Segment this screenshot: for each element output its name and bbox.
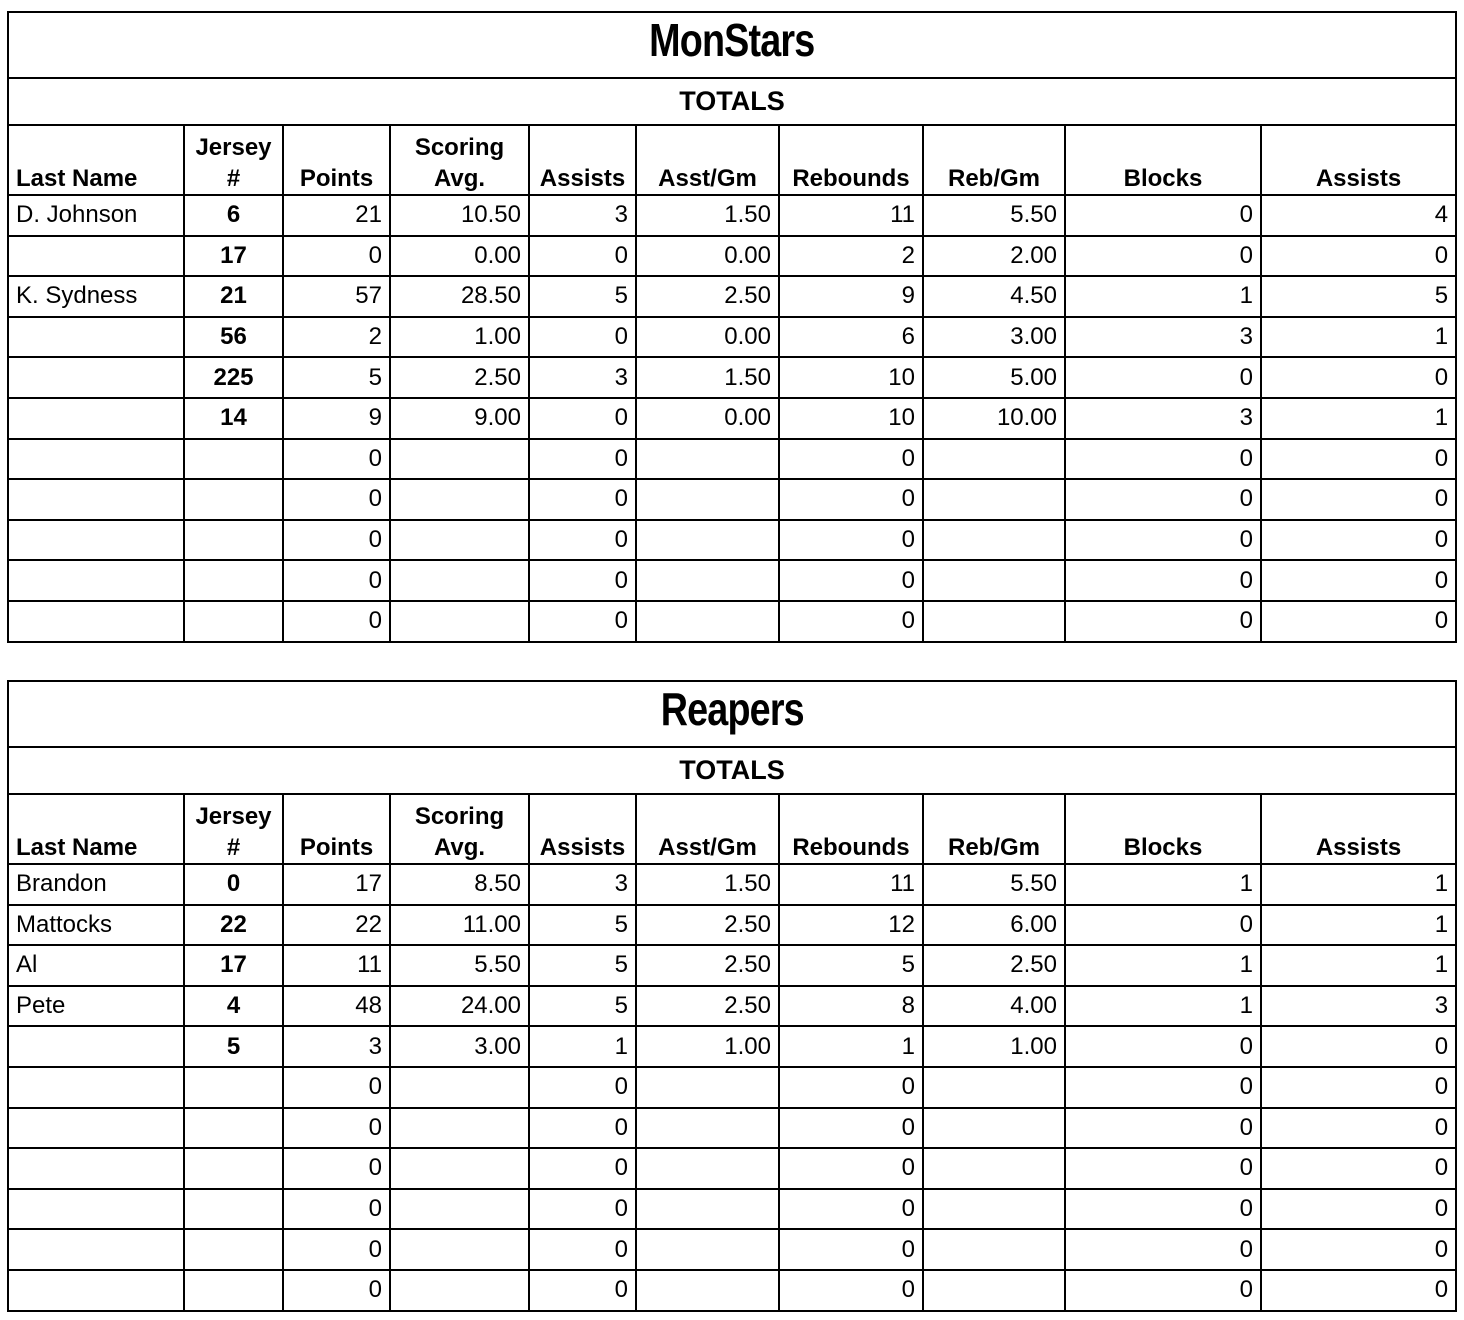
cell-reb-gm: 4.00: [923, 986, 1065, 1027]
table-row: [8, 439, 1456, 480]
cell-assists: 0: [529, 236, 636, 277]
cell-asst-gm: 2.50: [636, 276, 779, 317]
cell-scoring-avg: [390, 1108, 529, 1149]
cell-assists: 3: [529, 864, 636, 905]
cell-assists: 3: [529, 357, 636, 398]
cell-jersey: [184, 1148, 283, 1189]
cell-scoring-avg: [390, 1270, 529, 1311]
cell-reb-gm: 2.50: [923, 945, 1065, 986]
table-row: [8, 1229, 1456, 1270]
cell-points: 17: [283, 864, 390, 905]
table-row: [8, 520, 1456, 561]
table-row: [8, 560, 1456, 601]
cell-blocks: 0: [1065, 1270, 1261, 1311]
cell-assists: 0: [529, 1108, 636, 1149]
cell-blocks: 0: [1065, 1108, 1261, 1149]
cell-jersey: [184, 560, 283, 601]
cell-last-name: K. Sydness: [8, 276, 184, 317]
cell-blocks: 0: [1065, 520, 1261, 561]
cell-jersey: 17: [184, 236, 283, 277]
cell-rebounds: 9: [779, 276, 923, 317]
cell-assists: 0: [529, 439, 636, 480]
table-row: [8, 357, 1456, 398]
cell-scoring-avg: 9.00: [390, 398, 529, 439]
cell-assists-2: 0: [1261, 1270, 1456, 1311]
totals-label: TOTALS: [8, 747, 1456, 794]
cell-reb-gm: 2.00: [923, 236, 1065, 277]
cell-assists-2: 4: [1261, 195, 1456, 236]
cell-assists: 5: [529, 276, 636, 317]
cell-reb-gm: [923, 1229, 1065, 1270]
cell-asst-gm: 1.50: [636, 864, 779, 905]
cell-jersey: 21: [184, 276, 283, 317]
column-header-rebounds: Rebounds: [779, 125, 923, 195]
cell-jersey: [184, 1229, 283, 1270]
cell-blocks: 0: [1065, 1067, 1261, 1108]
cell-scoring-avg: [390, 439, 529, 480]
cell-points: 2: [283, 317, 390, 358]
cell-jersey: 6: [184, 195, 283, 236]
cell-last-name: [8, 398, 184, 439]
cell-points: 0: [283, 1229, 390, 1270]
cell-asst-gm: 1.50: [636, 357, 779, 398]
cell-rebounds: 0: [779, 1067, 923, 1108]
cell-asst-gm: 1.00: [636, 1026, 779, 1067]
cell-assists-2: 0: [1261, 1108, 1456, 1149]
column-header-jersey: Jersey #: [184, 794, 283, 864]
cell-blocks: 3: [1065, 398, 1261, 439]
cell-blocks: 1: [1065, 276, 1261, 317]
cell-assists: 1: [529, 1026, 636, 1067]
cell-points: 0: [283, 520, 390, 561]
cell-points: 57: [283, 276, 390, 317]
cell-last-name: [8, 520, 184, 561]
table-row: [8, 276, 1456, 317]
cell-reb-gm: 5.50: [923, 864, 1065, 905]
cell-jersey: 22: [184, 905, 283, 946]
table-row: [8, 945, 1456, 986]
column-header-blocks: Blocks: [1065, 794, 1261, 864]
cell-jersey: 5: [184, 1026, 283, 1067]
cell-assists-2: 0: [1261, 1067, 1456, 1108]
cell-points: 0: [283, 601, 390, 642]
cell-blocks: 0: [1065, 905, 1261, 946]
cell-blocks: 0: [1065, 1148, 1261, 1189]
cell-last-name: [8, 1229, 184, 1270]
cell-assists-2: 0: [1261, 439, 1456, 480]
cell-rebounds: 5: [779, 945, 923, 986]
cell-points: 21: [283, 195, 390, 236]
cell-last-name: [8, 601, 184, 642]
cell-rebounds: 10: [779, 357, 923, 398]
cell-scoring-avg: [390, 520, 529, 561]
cell-assists: 0: [529, 1229, 636, 1270]
cell-assists: 0: [529, 1067, 636, 1108]
column-header-assists-2: Assists: [1261, 125, 1456, 195]
cell-points: 3: [283, 1026, 390, 1067]
cell-asst-gm: [636, 1189, 779, 1230]
cell-last-name: [8, 1026, 184, 1067]
cell-jersey: [184, 601, 283, 642]
cell-assists-2: 0: [1261, 520, 1456, 561]
cell-rebounds: 0: [779, 560, 923, 601]
cell-last-name: Mattocks: [8, 905, 184, 946]
team-title-cell: [8, 12, 1456, 78]
cell-assists: 0: [529, 479, 636, 520]
column-header-scoring-avg: Scoring Avg.: [390, 125, 529, 195]
cell-assists: 0: [529, 1148, 636, 1189]
cell-blocks: 0: [1065, 357, 1261, 398]
cell-scoring-avg: 1.00: [390, 317, 529, 358]
team-title-cell: [8, 681, 1456, 747]
cell-scoring-avg: [390, 1148, 529, 1189]
cell-jersey: 225: [184, 357, 283, 398]
cell-asst-gm: [636, 439, 779, 480]
cell-rebounds: 0: [779, 439, 923, 480]
cell-jersey: 56: [184, 317, 283, 358]
cell-assists: 3: [529, 195, 636, 236]
cell-blocks: 0: [1065, 1229, 1261, 1270]
cell-assists: 5: [529, 945, 636, 986]
column-header-jersey: Jersey #: [184, 125, 283, 195]
cell-reb-gm: 6.00: [923, 905, 1065, 946]
cell-points: 0: [283, 1108, 390, 1149]
cell-assists: 0: [529, 317, 636, 358]
cell-points: 0: [283, 479, 390, 520]
cell-rebounds: 0: [779, 1229, 923, 1270]
cell-assists-2: 0: [1261, 1148, 1456, 1189]
cell-points: 9: [283, 398, 390, 439]
cell-assists: 0: [529, 1270, 636, 1311]
cell-assists-2: 0: [1261, 236, 1456, 277]
cell-jersey: [184, 1108, 283, 1149]
cell-jersey: 0: [184, 864, 283, 905]
table-row: [8, 905, 1456, 946]
cell-assists: 5: [529, 986, 636, 1027]
cell-last-name: [8, 1148, 184, 1189]
cell-last-name: [8, 1067, 184, 1108]
cell-last-name: [8, 357, 184, 398]
cell-blocks: 0: [1065, 236, 1261, 277]
cell-points: 0: [283, 1189, 390, 1230]
cell-asst-gm: 0.00: [636, 236, 779, 277]
team-title: Reapers: [660, 683, 804, 735]
cell-reb-gm: 4.50: [923, 276, 1065, 317]
table-row: [8, 195, 1456, 236]
cell-jersey: 17: [184, 945, 283, 986]
cell-reb-gm: [923, 520, 1065, 561]
cell-assists: 0: [529, 520, 636, 561]
cell-assists-2: 1: [1261, 945, 1456, 986]
cell-blocks: 3: [1065, 317, 1261, 358]
cell-last-name: [8, 439, 184, 480]
cell-last-name: [8, 317, 184, 358]
cell-scoring-avg: 8.50: [390, 864, 529, 905]
team-title: MonStars: [649, 14, 815, 66]
column-header-points: Points: [283, 794, 390, 864]
cell-reb-gm: [923, 1189, 1065, 1230]
cell-rebounds: 0: [779, 520, 923, 561]
reapers-stats-table: [7, 680, 1457, 1312]
table-row: [8, 1108, 1456, 1149]
cell-points: 5: [283, 357, 390, 398]
cell-scoring-avg: 28.50: [390, 276, 529, 317]
cell-assists-2: 0: [1261, 560, 1456, 601]
cell-reb-gm: [923, 479, 1065, 520]
table-row: [8, 1067, 1456, 1108]
cell-assists: 0: [529, 398, 636, 439]
cell-last-name: D. Johnson: [8, 195, 184, 236]
table-row: [8, 864, 1456, 905]
cell-jersey: [184, 479, 283, 520]
table-row: [8, 317, 1456, 358]
totals-label: TOTALS: [8, 78, 1456, 125]
cell-assists-2: 0: [1261, 479, 1456, 520]
table-row: [8, 236, 1456, 277]
column-header-blocks: Blocks: [1065, 125, 1261, 195]
cell-reb-gm: 1.00: [923, 1026, 1065, 1067]
cell-rebounds: 0: [779, 479, 923, 520]
cell-rebounds: 11: [779, 864, 923, 905]
cell-reb-gm: 5.50: [923, 195, 1065, 236]
cell-scoring-avg: [390, 560, 529, 601]
cell-points: 0: [283, 1067, 390, 1108]
cell-rebounds: 0: [779, 1108, 923, 1149]
table-row: [8, 986, 1456, 1027]
cell-reb-gm: [923, 439, 1065, 480]
cell-blocks: 1: [1065, 986, 1261, 1027]
column-header-assists-2: Assists: [1261, 794, 1456, 864]
cell-asst-gm: [636, 1270, 779, 1311]
cell-asst-gm: [636, 1148, 779, 1189]
cell-assists-2: 0: [1261, 601, 1456, 642]
cell-reb-gm: [923, 560, 1065, 601]
cell-jersey: [184, 1067, 283, 1108]
cell-asst-gm: 2.50: [636, 905, 779, 946]
cell-scoring-avg: 3.00: [390, 1026, 529, 1067]
table-row: [8, 1189, 1456, 1230]
cell-reb-gm: 10.00: [923, 398, 1065, 439]
table-row: [8, 1148, 1456, 1189]
cell-last-name: [8, 479, 184, 520]
cell-rebounds: 10: [779, 398, 923, 439]
table-row: [8, 601, 1456, 642]
cell-assists-2: 0: [1261, 357, 1456, 398]
cell-blocks: 0: [1065, 601, 1261, 642]
table-row: [8, 398, 1456, 439]
cell-assists-2: 3: [1261, 986, 1456, 1027]
cell-rebounds: 12: [779, 905, 923, 946]
cell-reb-gm: 5.00: [923, 357, 1065, 398]
cell-rebounds: 2: [779, 236, 923, 277]
cell-blocks: 0: [1065, 1026, 1261, 1067]
cell-points: 0: [283, 560, 390, 601]
cell-last-name: [8, 1108, 184, 1149]
cell-asst-gm: 2.50: [636, 945, 779, 986]
cell-rebounds: 6: [779, 317, 923, 358]
cell-scoring-avg: [390, 479, 529, 520]
cell-assists-2: 1: [1261, 398, 1456, 439]
cell-blocks: 1: [1065, 864, 1261, 905]
cell-reb-gm: 3.00: [923, 317, 1065, 358]
cell-rebounds: 11: [779, 195, 923, 236]
cell-points: 0: [283, 439, 390, 480]
cell-jersey: 14: [184, 398, 283, 439]
cell-asst-gm: [636, 560, 779, 601]
cell-assists: 0: [529, 601, 636, 642]
cell-asst-gm: [636, 1108, 779, 1149]
cell-asst-gm: [636, 1067, 779, 1108]
cell-scoring-avg: [390, 601, 529, 642]
cell-assists-2: 0: [1261, 1026, 1456, 1067]
cell-points: 0: [283, 236, 390, 277]
cell-points: 22: [283, 905, 390, 946]
cell-last-name: [8, 1189, 184, 1230]
cell-reb-gm: [923, 1148, 1065, 1189]
cell-reb-gm: [923, 1108, 1065, 1149]
column-header-points: Points: [283, 125, 390, 195]
column-header-rebounds: Rebounds: [779, 794, 923, 864]
cell-jersey: [184, 1270, 283, 1311]
cell-scoring-avg: 5.50: [390, 945, 529, 986]
cell-blocks: 0: [1065, 439, 1261, 480]
cell-asst-gm: [636, 479, 779, 520]
cell-points: 48: [283, 986, 390, 1027]
column-header-asst-gm: Asst/Gm: [636, 794, 779, 864]
cell-asst-gm: [636, 601, 779, 642]
cell-assists: 0: [529, 560, 636, 601]
cell-last-name: Brandon: [8, 864, 184, 905]
cell-scoring-avg: 10.50: [390, 195, 529, 236]
cell-jersey: 4: [184, 986, 283, 1027]
cell-scoring-avg: [390, 1229, 529, 1270]
cell-points: 11: [283, 945, 390, 986]
cell-points: 0: [283, 1148, 390, 1189]
cell-last-name: [8, 1270, 184, 1311]
cell-scoring-avg: [390, 1067, 529, 1108]
cell-assists-2: 1: [1261, 905, 1456, 946]
column-header-scoring-avg: Scoring Avg.: [390, 794, 529, 864]
cell-scoring-avg: 24.00: [390, 986, 529, 1027]
cell-scoring-avg: 11.00: [390, 905, 529, 946]
cell-assists-2: 5: [1261, 276, 1456, 317]
column-header-asst-gm: Asst/Gm: [636, 125, 779, 195]
cell-reb-gm: [923, 1067, 1065, 1108]
table-row: [8, 479, 1456, 520]
cell-points: 0: [283, 1270, 390, 1311]
cell-jersey: [184, 439, 283, 480]
cell-rebounds: 0: [779, 601, 923, 642]
cell-assists: 5: [529, 905, 636, 946]
column-header-last-name: Last Name: [8, 125, 184, 195]
column-header-reb-gm: Reb/Gm: [923, 794, 1065, 864]
cell-assists-2: 1: [1261, 864, 1456, 905]
column-header-assists: Assists: [529, 125, 636, 195]
cell-blocks: 0: [1065, 560, 1261, 601]
cell-blocks: 0: [1065, 1189, 1261, 1230]
cell-scoring-avg: 2.50: [390, 357, 529, 398]
cell-rebounds: 8: [779, 986, 923, 1027]
column-header-last-name: Last Name: [8, 794, 184, 864]
cell-last-name: Al: [8, 945, 184, 986]
cell-assists: 0: [529, 1189, 636, 1230]
cell-blocks: 1: [1065, 945, 1261, 986]
table-row: [8, 1026, 1456, 1067]
cell-scoring-avg: 0.00: [390, 236, 529, 277]
cell-asst-gm: [636, 1229, 779, 1270]
cell-rebounds: 0: [779, 1270, 923, 1311]
cell-rebounds: 0: [779, 1189, 923, 1230]
cell-scoring-avg: [390, 1189, 529, 1230]
cell-assists-2: 1: [1261, 317, 1456, 358]
cell-assists-2: 0: [1261, 1229, 1456, 1270]
cell-reb-gm: [923, 601, 1065, 642]
cell-rebounds: 0: [779, 1148, 923, 1189]
cell-last-name: [8, 560, 184, 601]
monstars-stats-table: [7, 11, 1457, 643]
cell-rebounds: 1: [779, 1026, 923, 1067]
cell-asst-gm: [636, 520, 779, 561]
cell-asst-gm: 1.50: [636, 195, 779, 236]
column-header-assists: Assists: [529, 794, 636, 864]
table-row: [8, 1270, 1456, 1311]
cell-asst-gm: 0.00: [636, 398, 779, 439]
column-header-reb-gm: Reb/Gm: [923, 125, 1065, 195]
cell-reb-gm: [923, 1270, 1065, 1311]
cell-jersey: [184, 1189, 283, 1230]
cell-asst-gm: 0.00: [636, 317, 779, 358]
cell-last-name: Pete: [8, 986, 184, 1027]
cell-last-name: [8, 236, 184, 277]
cell-assists-2: 0: [1261, 1189, 1456, 1230]
cell-jersey: [184, 520, 283, 561]
cell-blocks: 0: [1065, 195, 1261, 236]
cell-blocks: 0: [1065, 479, 1261, 520]
cell-asst-gm: 2.50: [636, 986, 779, 1027]
